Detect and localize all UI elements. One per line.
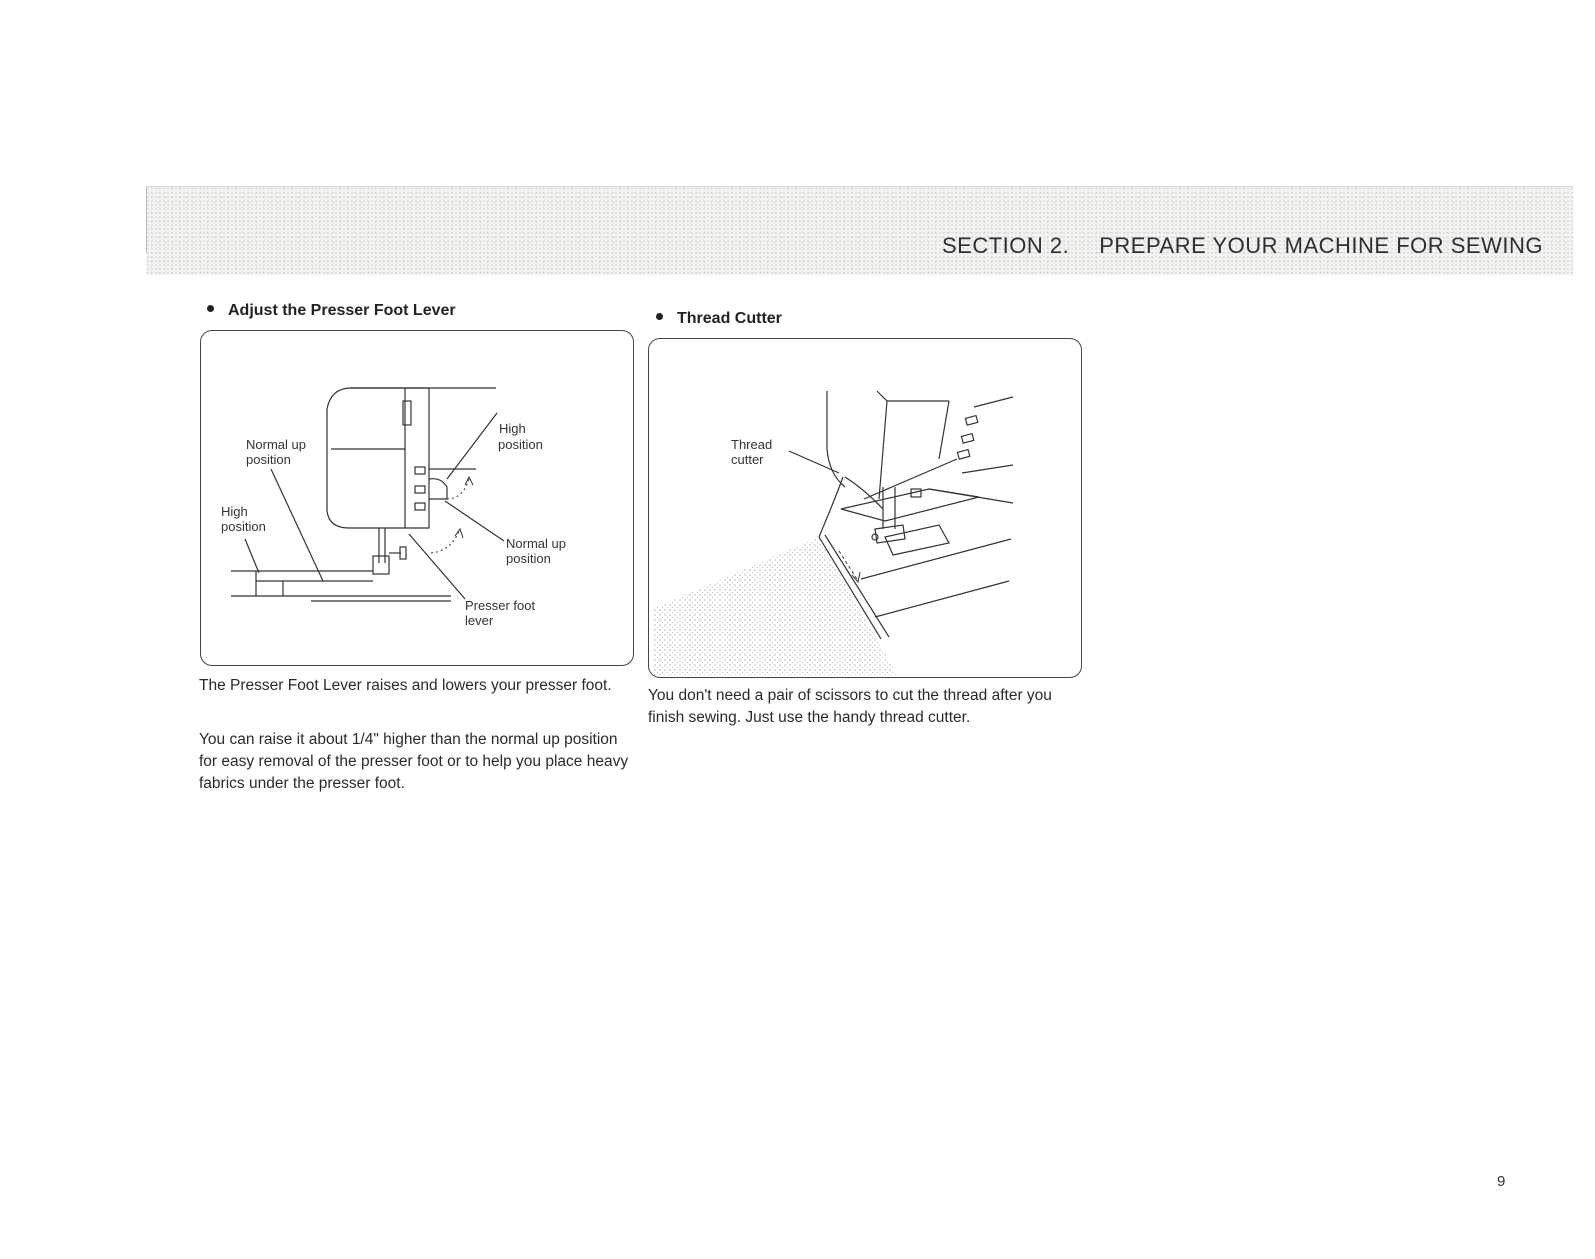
label-high-right: High xyxy=(499,421,526,436)
label-thread-cutter: Thread xyxy=(731,437,773,452)
thread-cutter-figure xyxy=(648,338,1082,678)
label-high-left-2: position xyxy=(221,519,266,534)
label-normal-up-left: Normal up xyxy=(246,437,306,452)
presser-foot-heading-text: Adjust the Presser Foot Lever xyxy=(228,302,456,319)
label-presser-foot-lever: Presser foot xyxy=(465,598,536,613)
label-presser-foot-lever-2: lever xyxy=(465,613,494,628)
label-normal-up-left-2: position xyxy=(246,452,291,467)
presser-foot-paragraph-2: You can raise it about 1/4" higher than the normal up position for easy removal of the presser foot or to help you place heavy fabrics under the presser foot. xyxy=(199,731,629,792)
label-high-left: High xyxy=(221,504,248,519)
section-number: SECTION 2. xyxy=(942,233,1070,258)
presser-foot-figure xyxy=(200,330,634,666)
presser-foot-diagram xyxy=(201,331,633,665)
bullet-icon xyxy=(656,313,663,320)
section-name: PREPARE YOUR MACHINE FOR SEWING xyxy=(1099,233,1543,258)
label-normal-up-right-2: position xyxy=(506,551,551,566)
presser-foot-heading xyxy=(207,302,456,320)
presser-foot-paragraph-1: The Presser Foot Lever raises and lowers your presser foot. xyxy=(199,677,612,694)
thread-cutter-heading-text: Thread Cutter xyxy=(677,310,782,327)
thread-cutter-heading xyxy=(656,310,782,328)
thread-cutter-paragraph: You don't need a pair of scissors to cut the thread after you finish sewing. Just use the handy thread cutter. xyxy=(648,687,1052,726)
label-thread-cutter-2: cutter xyxy=(731,452,764,467)
label-normal-up-right: Normal up xyxy=(506,536,566,551)
label-high-right-2: position xyxy=(498,437,543,452)
section-header-band xyxy=(146,186,1573,275)
page-number: 9 xyxy=(1497,1173,1506,1190)
header-band-edge xyxy=(146,187,147,253)
section-title xyxy=(942,233,1543,259)
bullet-icon xyxy=(207,305,214,312)
thread-cutter-diagram xyxy=(649,339,1081,677)
